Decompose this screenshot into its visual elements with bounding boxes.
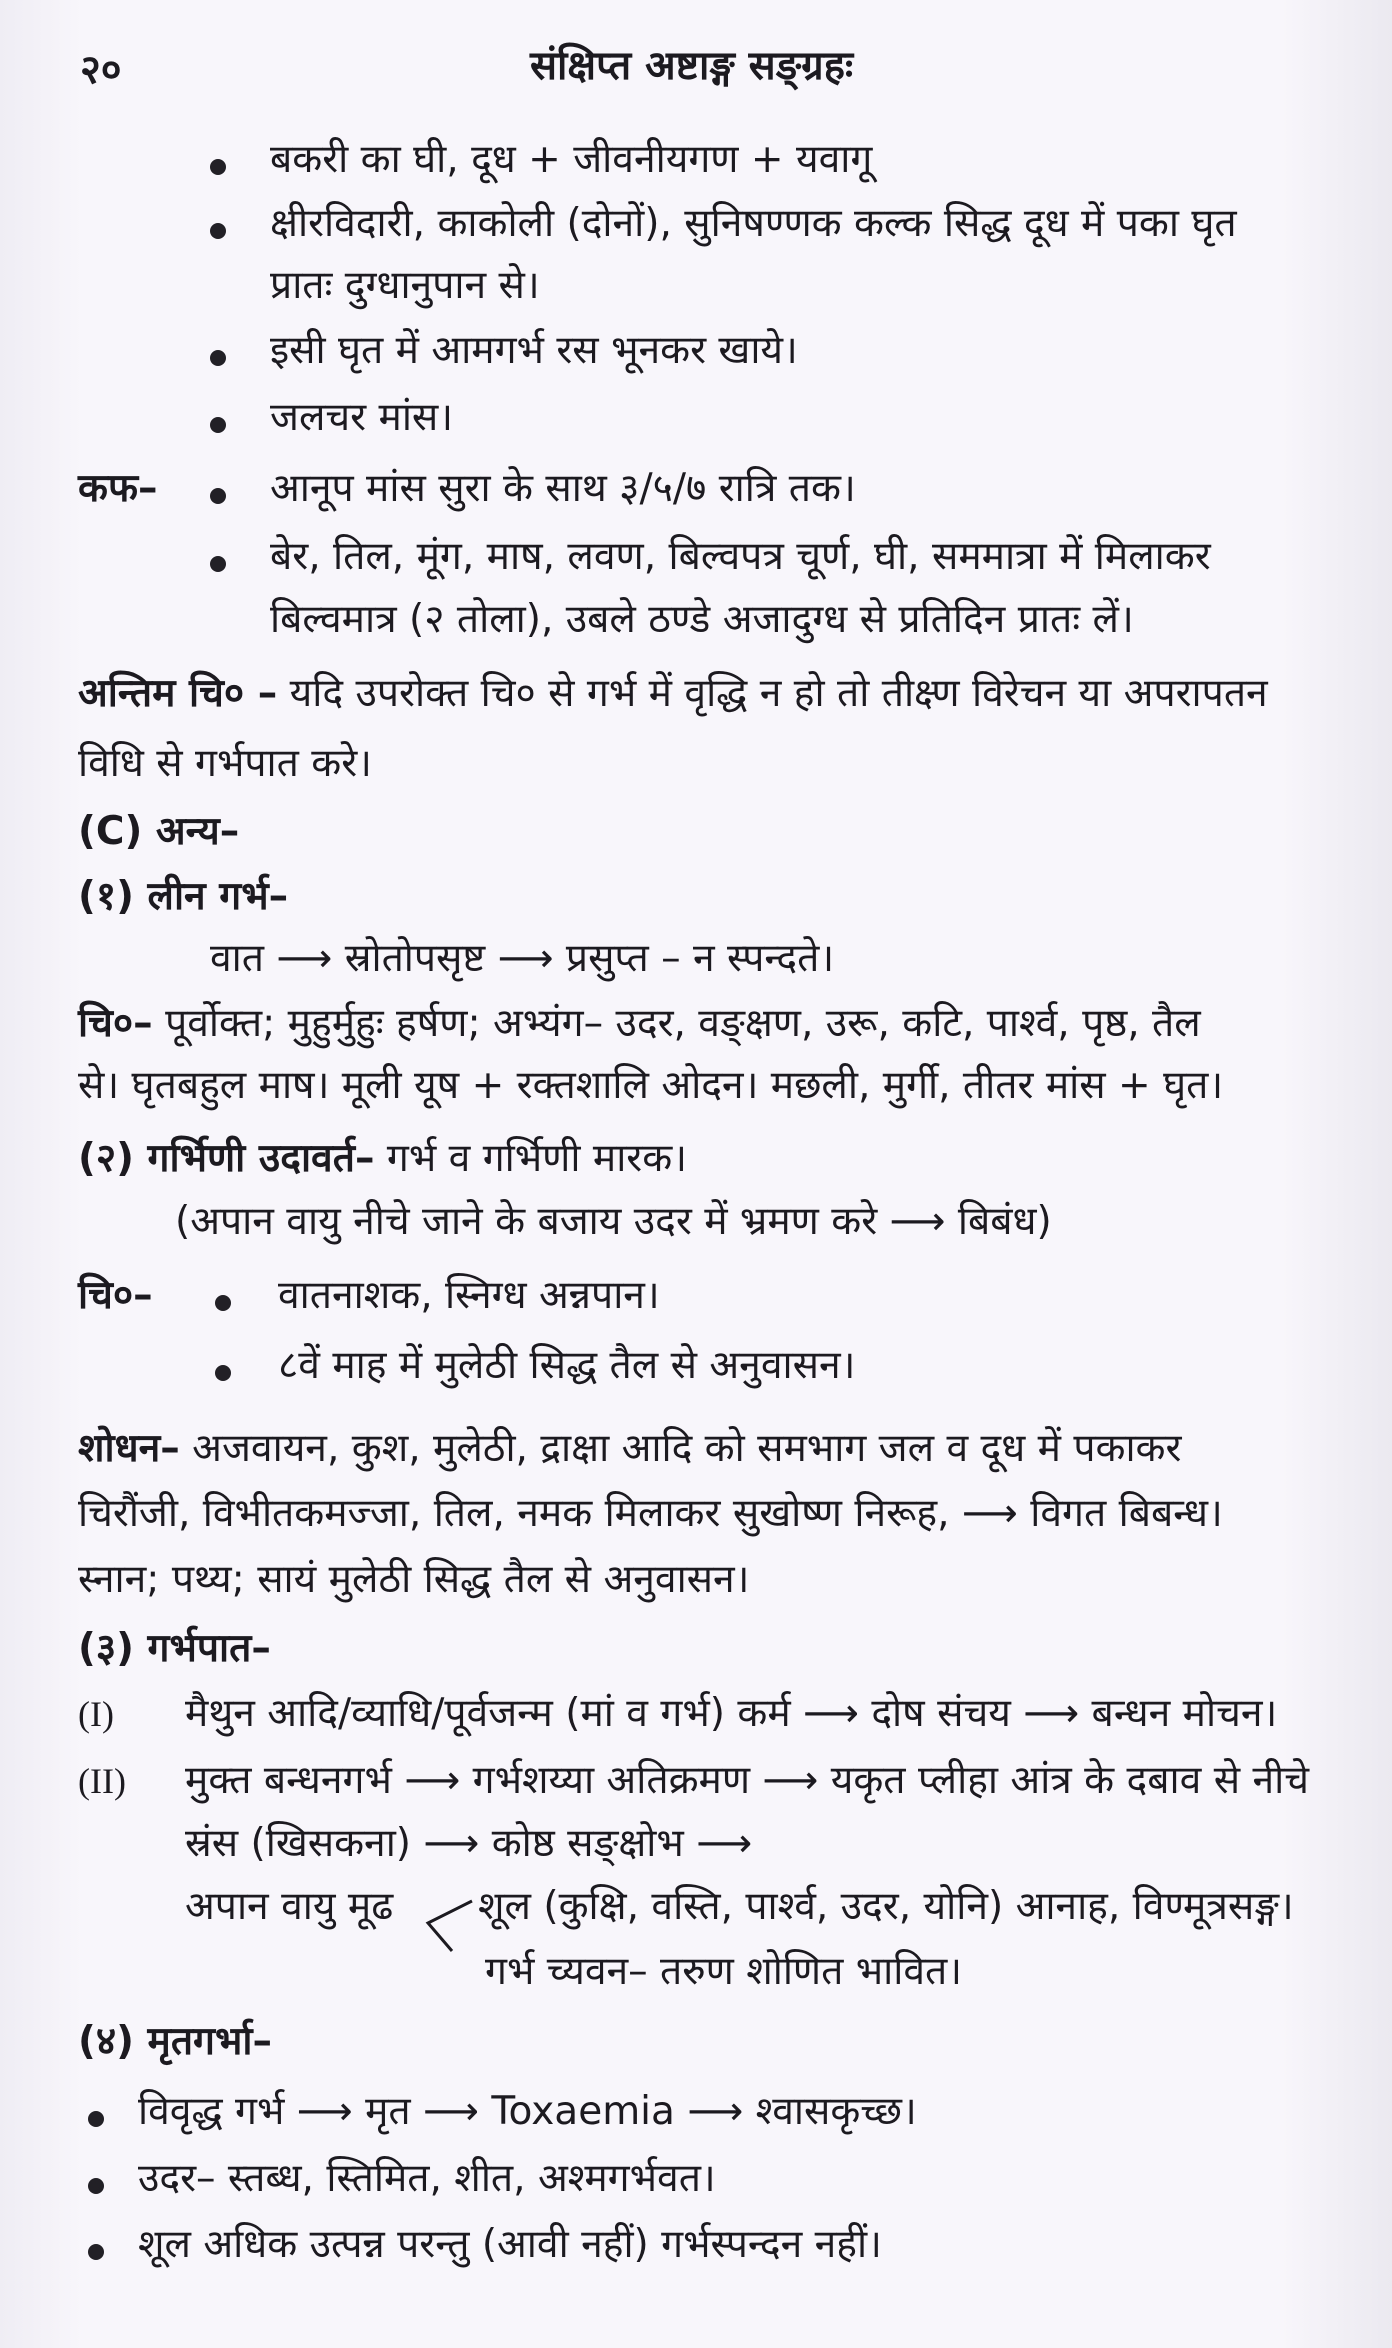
text-line: वात ⟶ स्रोतोपसृष्ट ⟶ प्रसुप्त – न स्पन्दते। <box>210 936 835 981</box>
text-line: से। घृतबहुल माष। मूली यूष + रक्तशालि ओदन। मछली, मुर्गी, तीतर मांस + घृत। <box>78 1063 1224 1108</box>
antim-text: यदि उपरोक्त चि० से गर्भ में वृद्धि न हो तो तीक्ष्ण विरेचन या अपरापतन <box>289 671 1268 716</box>
section-heading: (C) अन्य– <box>78 809 240 854</box>
text-line: उदर– स्तब्ध, स्तिमित, शीत, अश्मगर्भवत। <box>138 2156 716 2201</box>
chi-text: पूर्वोक्त; मुहुर्मुहुः हर्षण; अभ्यंग– उदर, वङ्क्षण, उरू, कटि, पार्श्व, पृष्ठ, तैल <box>165 1001 1201 1046</box>
text-line: शूल अधिक उत्पन्न परन्तु (आवी नहीं) गर्भस्पन्दन नहीं। <box>138 2222 882 2267</box>
bullet-icon <box>210 223 226 239</box>
text-line: आनूप मांस सुरा के साथ ३/५/७ रात्रि तक। <box>270 466 856 511</box>
kaph-label: कफ– <box>78 466 158 511</box>
text-line: मैथुन आदि/व्याधि/पूर्वजन्म (मां व गर्भ) कर्म ⟶ दोष संचय ⟶ बन्धन मोचन। <box>185 1691 1278 1736</box>
bullet-icon <box>88 2178 104 2194</box>
subsection-heading: (३) गर्भपात– <box>78 1626 271 1671</box>
page-title: संक्षिप्त अष्टाङ्ग सङ्ग्रहः <box>530 43 854 89</box>
bullet-icon <box>210 350 226 366</box>
text-line <box>78 1135 687 1183</box>
bullet-icon <box>210 488 226 504</box>
text-line: विधि से गर्भपात करे। <box>78 741 372 786</box>
text-line: बकरी का घी, दूध + जीवनीयगण + यवागू <box>270 137 873 182</box>
page-number: २० <box>80 47 122 93</box>
subsection-heading: (१) लीन गर्भ– <box>78 874 289 919</box>
text-line: इसी घृत में आमगर्भ रस भूनकर खाये। <box>270 328 798 373</box>
text-line: गर्भ च्यवन– तरुण शोणित भावित। <box>485 1949 963 1994</box>
text-line: मुक्त बन्धनगर्भ ⟶ गर्भशय्या अतिक्रमण ⟶ यकृत प्लीहा आंत्र के दबाव से नीचे <box>185 1758 1309 1803</box>
shodhan-label: शोधन– <box>78 1426 180 1471</box>
text-line: (अपान वायु नीचे जाने के बजाय उदर में भ्रमण करे ⟶ बिबंध) <box>175 1199 1052 1244</box>
text-line: जलचर मांस। <box>270 395 454 440</box>
text-line <box>78 1425 1181 1473</box>
text-line: बिल्वमात्र (२ तोला), उबले ठण्डे अजादुग्ध से प्रतिदिन प्रातः लें। <box>270 597 1134 642</box>
text-line: चिरौंजी, विभीतकमज्जा, तिल, नमक मिलाकर सुखोष्ण निरूह, ⟶ विगत बिबन्ध। <box>78 1491 1223 1536</box>
subsection-heading: (२) गर्भिणी उदावर्त– <box>78 1136 375 1181</box>
roman-numeral: (II) <box>78 1761 126 1801</box>
branch-arrow-icon <box>422 1895 478 1955</box>
text-line: बेर, तिल, मूंग, माष, लवण, बिल्वपत्र चूर्ण, घी, सममात्रा में मिलाकर <box>270 534 1211 579</box>
text-line: क्षीरविदारी, काकोली (दोनों), सुनिषण्णक कल्क सिद्ध दूध में पका घृत <box>270 201 1237 246</box>
bullet-icon <box>210 556 226 572</box>
text-line: अपान वायु मूढ <box>185 1884 394 1929</box>
text-line <box>78 670 1268 718</box>
bullet-icon <box>88 2244 104 2260</box>
text-line <box>78 1000 1201 1048</box>
shodhan-text: अजवायन, कुश, मुलेठी, द्राक्षा आदि को समभाग जल व दूध में पकाकर <box>192 1426 1182 1471</box>
antim-label: अन्तिम चि० – <box>78 671 278 716</box>
bullet-icon <box>215 1295 231 1311</box>
text-line: स्नान; पथ्य; सायं मुलेठी सिद्ध तैल से अनुवासन। <box>78 1557 750 1602</box>
text-line: स्रंस (खिसकना) ⟶ कोष्ठ सङ्क्षोभ ⟶ <box>185 1821 753 1866</box>
h2-text: गर्भ व गर्भिणी मारक। <box>386 1136 687 1181</box>
bullet-icon <box>215 1365 231 1381</box>
subsection-heading: (४) मृतगर्भा– <box>78 2019 273 2064</box>
chi-label: चि०– <box>78 1001 153 1046</box>
text-line: वातनाशक, स्निग्ध अन्नपान। <box>278 1273 660 1318</box>
text-line: विवृद्ध गर्भ ⟶ मृत ⟶ Toxaemia ⟶ श्वासकृच्छ। <box>138 2089 917 2134</box>
text-line: प्रातः दुग्धानुपान से। <box>270 263 540 308</box>
bullet-icon <box>88 2111 104 2127</box>
bullet-icon <box>210 417 226 433</box>
roman-numeral: (I) <box>78 1694 114 1734</box>
text-line: शूल (कुक्षि, वस्ति, पार्श्व, उदर, योनि) आनाह, विण्मूत्रसङ्ग। <box>478 1884 1294 1929</box>
text-line: ८वें माह में मुलेठी सिद्ध तैल से अनुवासन। <box>278 1343 856 1388</box>
bullet-icon <box>210 159 226 175</box>
chi-label: चि०– <box>78 1273 153 1318</box>
